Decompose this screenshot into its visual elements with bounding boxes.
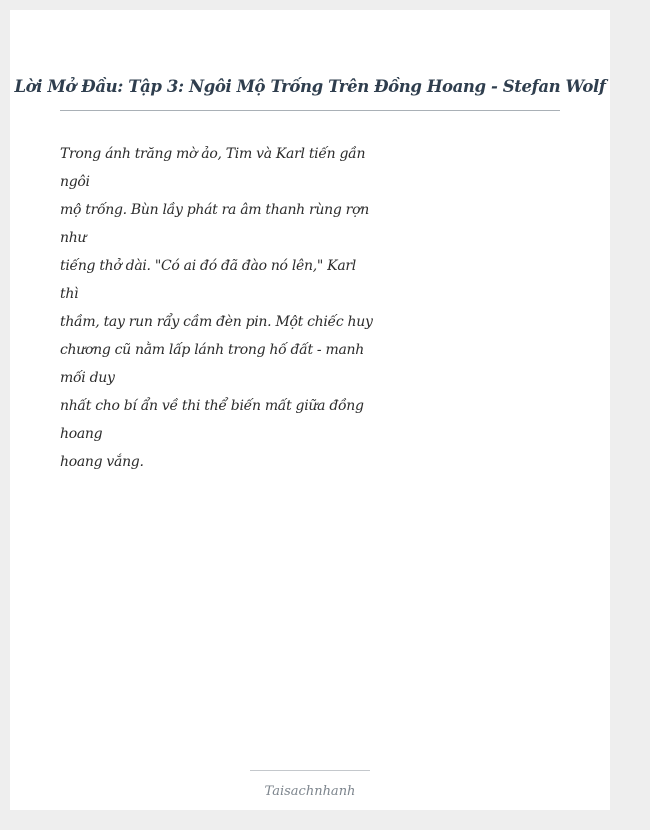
text-line: hoang vắng. (60, 454, 144, 470)
text-line: như (60, 230, 87, 246)
text-line: hoang (60, 426, 103, 442)
story-paragraph (60, 140, 373, 476)
text-line: Trong ánh trăng mờ ảo, Tim và Karl tiến gần (60, 146, 366, 162)
title-divider (60, 110, 560, 111)
text-line: mộ trống. Bùn lầy phát ra âm thanh rùng rợn (60, 202, 369, 218)
text-line: nhất cho bí ẩn về thi thể biến mất giữa đồng (60, 398, 364, 414)
footer-source: Taisachnhanh (264, 784, 356, 799)
text-line: chương cũ nằm lấp lánh trong hố đất - manh (60, 342, 364, 358)
footer-divider (250, 770, 370, 771)
text-line: tiếng thở dài. "Có ai đó đã đào nó lên," Karl (60, 258, 356, 274)
text-line: mối duy (60, 370, 115, 386)
text-line: thì (60, 286, 79, 302)
text-line: thầm, tay run rẩy cầm đèn pin. Một chiếc huy (60, 314, 373, 330)
document-page (10, 10, 610, 810)
text-line: ngôi (60, 174, 90, 190)
document-title: Lời Mở Đầu: Tập 3: Ngôi Mộ Trống Trên Đồng Hoang - Stefan Wolf (14, 77, 606, 96)
